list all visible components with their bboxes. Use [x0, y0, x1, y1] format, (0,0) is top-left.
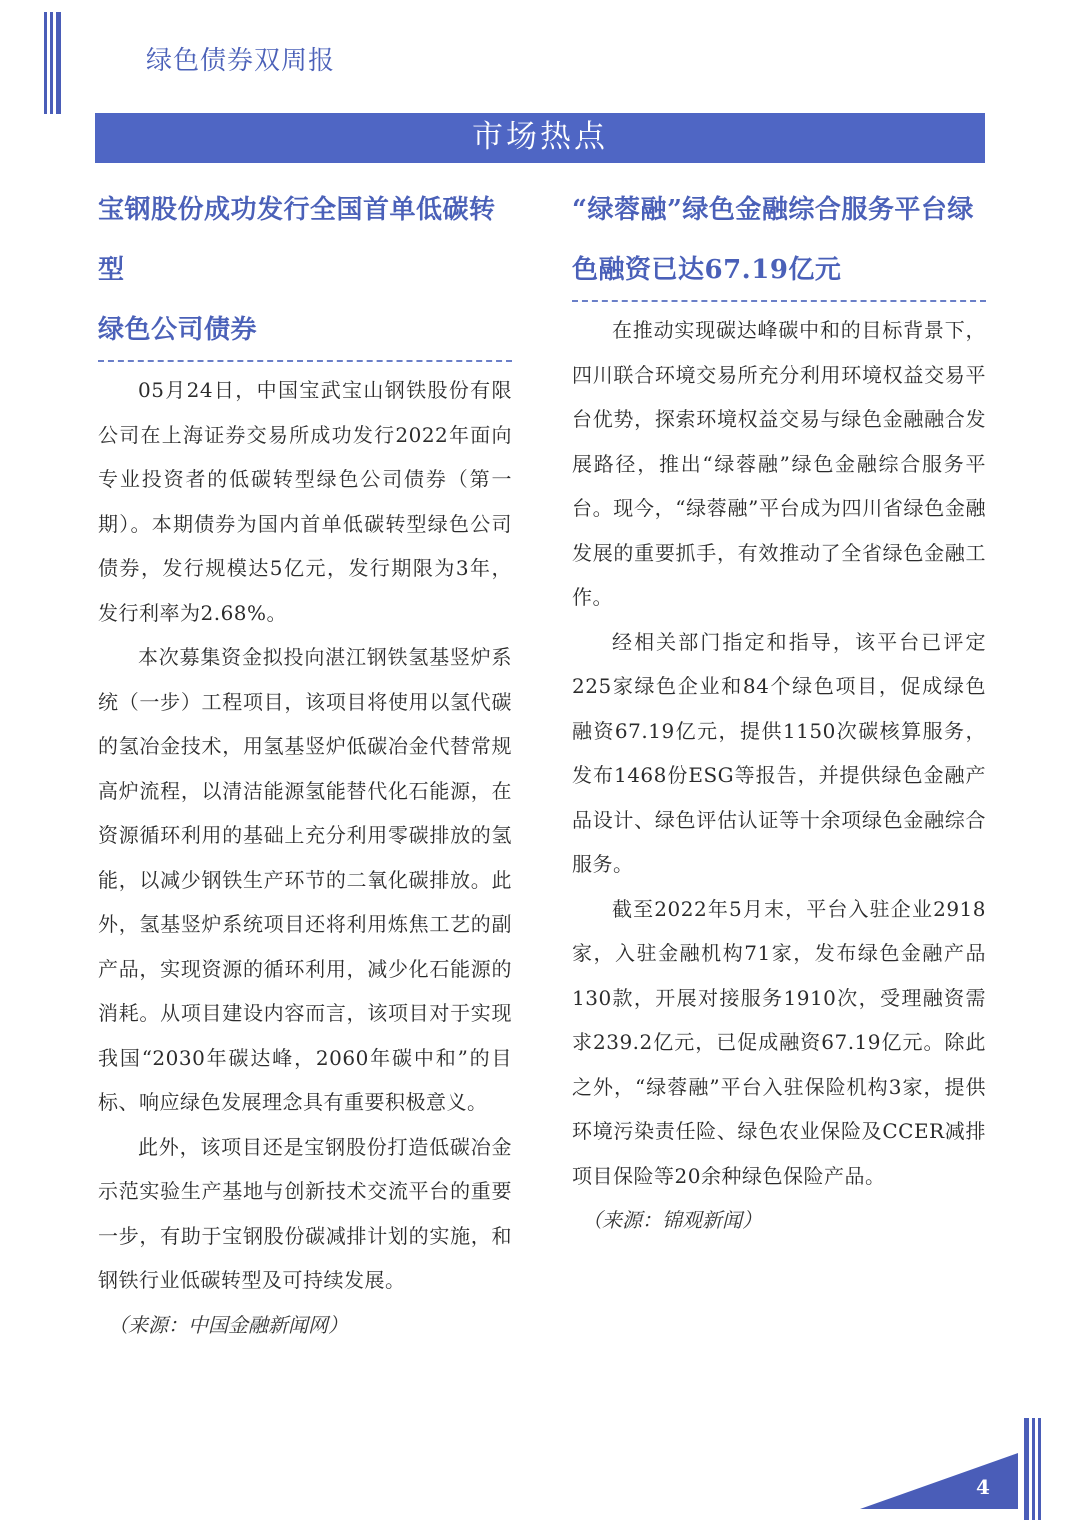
- left-paragraph-3: 此外，该项目还是宝钢股份打造低碳冶金示范实验生产基地与创新技术交流平台的重要一步，有助于宝钢股份碳减排计划的实施，和钢铁行业低碳转型及可持续发展。: [98, 1134, 512, 1292]
- footer-corner-triangle: [860, 1453, 1018, 1509]
- page-number: 4: [976, 1475, 990, 1499]
- left-article-source: （来源：中国金融新闻网）: [108, 1312, 348, 1337]
- right-article: [572, 180, 986, 1242]
- left-article-title-line2: 绿色公司债券: [98, 315, 258, 345]
- right-title-divider: [572, 300, 986, 302]
- right-paragraph-1: 在推动实现碳达峰碳中和的目标背景下，四川联合环境交易所充分利用环境权益交易平台优势，探索环境权益交易与绿色金融融合发展路径，推出“绿蓉融”绿色金融综合服务平台。现今，“绿蓉融”平台成为四川省绿色金融发展的重要抓手，有效推动了全省绿色金融工作。: [572, 318, 986, 609]
- right-article-source: （来源：锦观新闻）: [582, 1208, 762, 1232]
- right-article-title-line1: “绿蓉融”绿色金融综合服务平台绿: [572, 195, 974, 225]
- right-paragraph-2: 经相关部门指定和指导，该平台已评定225家绿色企业和84个绿色项目，促成绿色融资67.19亿元，提供1150次碳核算服务，发布1468份ESG等报告，并提供绿色金融产品设计、绿色评估认证等十余项绿色金融综合服务。: [572, 629, 986, 876]
- left-paragraph-1: 05月24日，中国宝武宝山钢铁股份有限公司在上海证券交易所成功发行2022年面向专业投资者的低碳转型绿色公司债券（第一期）。本期债券为国内首单低碳转型绿色公司债券，发行规模达5亿元，发行期限为3年，发行利率为2.68%。: [98, 378, 512, 625]
- section-banner: 市场热点: [95, 113, 985, 163]
- right-paragraph-3: 截至2022年5月末，平台入驻企业2918家，入驻金融机构71家，发布绿色金融产品130款，开展对接服务1910次，受理融资需求239.2亿元，已促成融资67.19亿元。除此之外，“绿蓉融”平台入驻保险机构3家，提供环境污染责任险、绿色农业保险及CCER减排项目保险等20余种绿色保险产品。: [572, 896, 986, 1188]
- left-article-title-line1: 宝钢股份成功发行全国首单低碳转型: [98, 195, 496, 285]
- left-paragraph-2: 本次募集资金拟投向湛江钢铁氢基竖炉系统（一步）工程项目，该项目将使用以氢代碳的氢冶金技术，用氢基竖炉低碳冶金代替常规高炉流程，以清洁能源氢能替代化石能源，在资源循环利用的基础上充分利用零碳排放的氢能，以减少钢铁生产环节的二氧化碳排放。此外，氢基竖炉系统项目还将利用炼焦工艺的副产品，实现资源的循环利用，减少化石能源的消耗。从项目建设内容而言，该项目对于实现我国“2030年碳达峰，2060年碳中和”的目标、响应绿色发展理念具有重要积极意义。: [98, 645, 512, 1114]
- right-article-title-line2: 色融资已达67.19亿元: [572, 255, 842, 285]
- publication-title: 绿色债券双周报: [146, 46, 336, 76]
- left-article: [98, 180, 512, 1347]
- left-title-divider: [98, 360, 512, 362]
